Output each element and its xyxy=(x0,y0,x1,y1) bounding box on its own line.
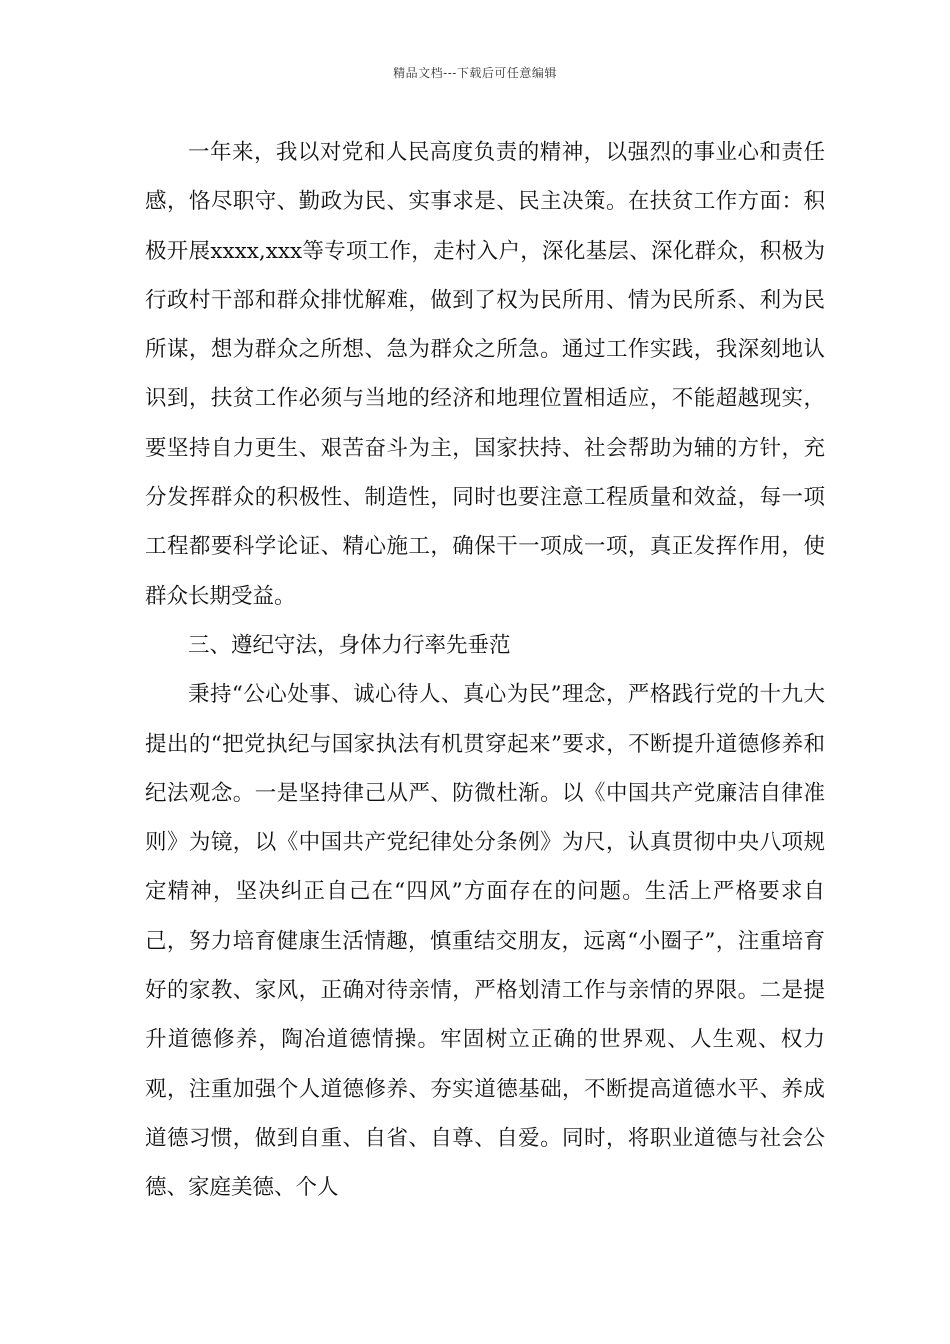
section-heading-3: 三、遵纪守法，身体力行率先垂范 xyxy=(188,632,511,658)
paragraph-discipline: 秉持“公心处事、诚心待人、真心为民”理念，严格践行党的十九大提出的“把党执纪与国家执法有机贯穿起来”要求，不断提升道德修养和纪法观念。一是坚持律己从严、防微杜渐。以《中国共产党廉洁自律准则》为镜，以《中国共产党纪律处分条例》为尺，认真贯彻中央八项规定精神，坚决纠正自己在“四风”方面存在的问题。生活上严格要求自己，努力培育健康生活情趣，慎重结交朋友，远离“小圈子”，注重培育好的家教、家风，正确对待亲情，严格划清工作与亲情的界限。二是提升道德修养，陶冶道德情操。牢固树立正确的世界观、人生观、权力观，注重加强个人道德修养、夯实道德基础，不断提高道德水平、养成道德习惯，做到自重、自省、自尊、自爱。同时，将职业道德与社会公德、家庭美德、个人 xyxy=(145,682,825,1201)
page-header: 精品文档---下载后可任意编辑 xyxy=(393,66,557,80)
paragraph-poverty-work: 一年来，我以对党和人民高度负责的精神，以强烈的事业心和责任感，恪尽职守、勤政为民、实事求是、民主决策。在扶贫工作方面：积极开展xxxx,xxx等专项工作，走村入户，深化基层、深化群众，积极为行政村干部和群众排忧解难，做到了权为民所用、情为民所系、利为民所谋，想为群众之所想、急为群众之所急。通过工作实践，我深刻地认识到，扶贫工作必须与当地的经济和地理位置相适应，不能超越现实，要坚持自力更生、艰苦奋斗为主，国家扶持、社会帮助为辅的方针，充分发挥群众的积极性、制造性，同时也要注意工程质量和效益，每一项工程都要科学论证、精心施工，确保干一项成一项，真正发挥作用，使群众长期受益。 xyxy=(145,140,825,609)
document-body xyxy=(145,128,825,1213)
